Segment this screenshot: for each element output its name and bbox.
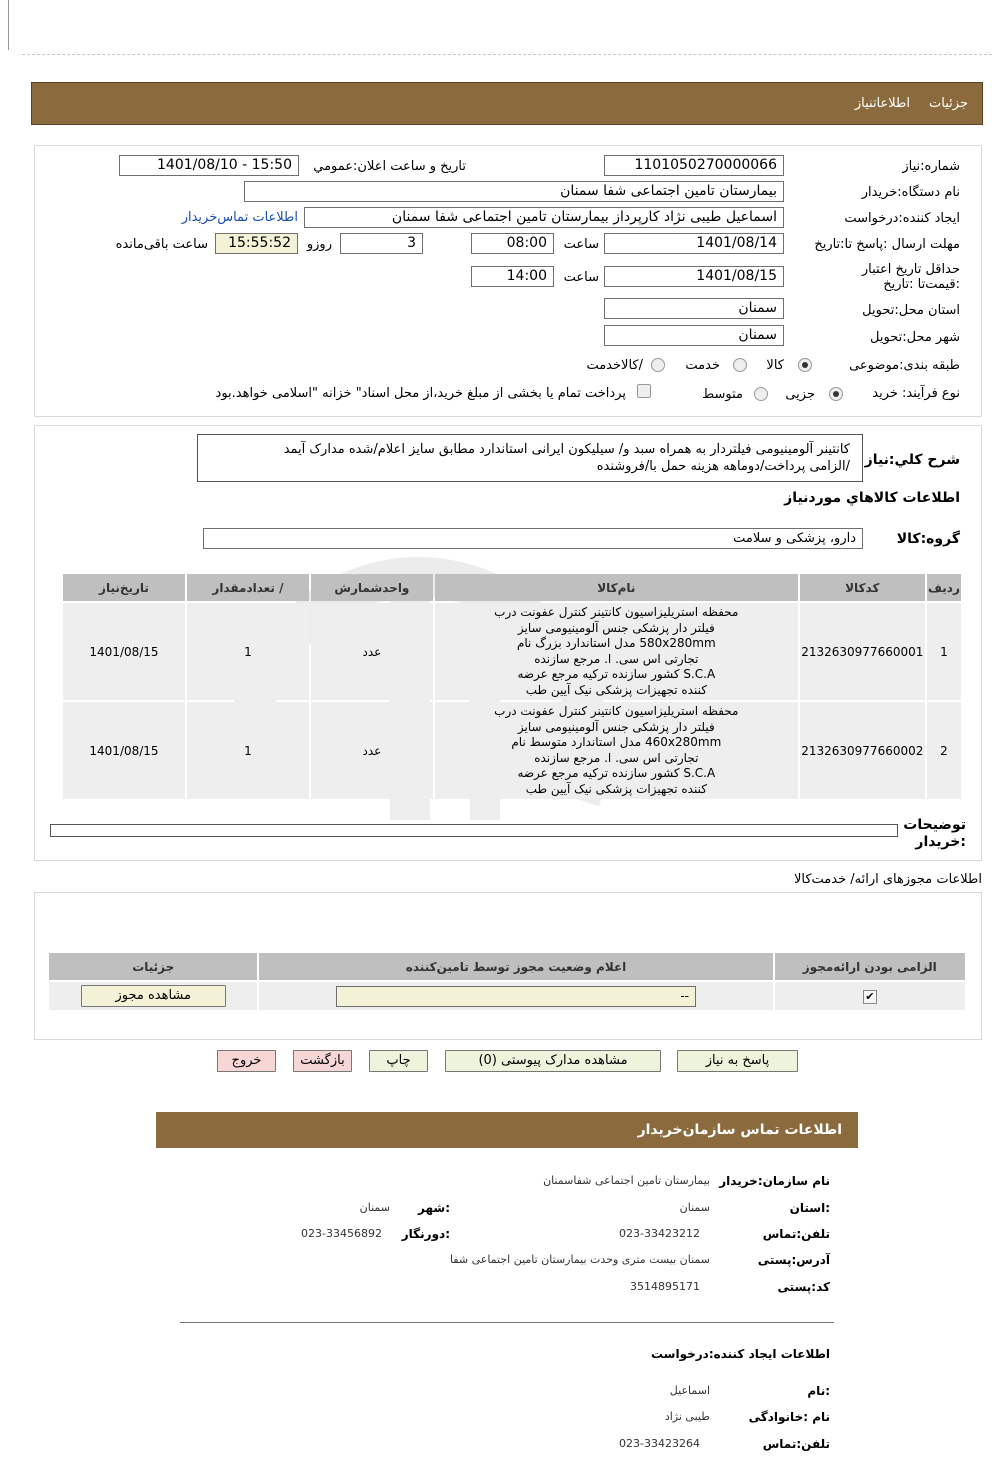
goods-group-field: دارو، پزشکی و سلامت [203,528,863,549]
attachments-button[interactable]: مشاهده مدارک پیوستی (0) [445,1050,661,1072]
category-label: طبقه بندی:موضوعی [849,358,960,373]
contact-postal-label: کد:پستی [777,1280,830,1294]
announce-field: 1401/08/10 - 15:50 [119,155,299,176]
contact-city-label: :شهر [418,1201,450,1215]
contact-address-value: سمنان بیست متری وحدت بیمارستان تامین اجتماعی شفا [449,1253,710,1266]
city-field: سمنان [604,325,784,346]
deadline-date-field: 1401/08/14 [604,233,784,254]
print-button[interactable]: چاپ [369,1050,428,1072]
process-label: نوع فرآیند: خرید [872,386,960,401]
col-name: نام‌کالا [435,574,798,601]
contact-phone-value: 023-33423212 [619,1227,700,1240]
contact-title: اطلاعات تماس سازمان‌خریدار [637,1122,842,1138]
cell-row: 2 [927,702,961,799]
license-status-field[interactable]: -- [336,986,696,1007]
payment-note: پرداخت تمام یا بخشی از مبلغ خرید،از محل اسناد" خزانه "اسلامی خواهد.بود [215,386,626,401]
top-divider [22,54,992,55]
category-goods-service-label: /کالاخدمت [586,358,643,373]
buyer-contact-link[interactable]: اطلاعات تماس‌خریدار [181,210,298,225]
creator-field: اسماعیل طیبی نژاد کارپرداز بیمارستان تامین اجتماعی شفا سمنان [304,207,784,228]
cell-unit: عدد [311,603,433,700]
contact-divider [180,1322,834,1323]
validity-date-field: 1401/08/15 [604,266,784,287]
summary-text-line2: /الزامی پرداخت/دوماهه هزینه حمل با/فروشنده [596,459,850,474]
contact-province-value: سمنان [679,1201,710,1214]
deadline-hour-label: ساعت [563,237,599,252]
contact-header [156,1112,858,1148]
validity-hour-label: ساعت [563,270,599,285]
page-edge-line [8,0,9,50]
process-partial-radio[interactable] [829,387,843,401]
deadline-label: مهلت ارسال :پاسخ تا:تاریخ [814,237,960,252]
tab-details[interactable]: جزئیات [929,96,968,111]
category-goods-label: کالا [766,358,784,373]
cell-name [435,702,798,799]
name-line: فیلتر دار پزشکی جنس آلومینیومی سایز [517,620,715,635]
items-table-header [63,574,961,601]
col-date: تاريخ‌نياز [63,574,185,601]
cell-code: 2132630977660002 [800,702,925,799]
name-line: S.C.A کشور سازنده ترکیه مرجع عرضه [517,766,716,780]
creator-info-title: اطلاعات ایجاد کننده:درخواست [650,1347,830,1361]
contact-postal-value: 3514895171 [630,1280,700,1293]
name-line: کننده تجهیزات پزشکی نیک آیین طب [525,682,707,697]
col-qty: / تعدادمقدار [187,574,309,601]
table-row [49,982,965,1010]
exit-button[interactable]: خروج [217,1050,276,1072]
license-required-cell [775,982,965,1010]
name-line: فیلتر دار پزشکی جنس آلومینیومی سایز [517,719,715,734]
province-label: استان محل:تحویل [862,303,960,318]
goods-group-label: گروه:کالا [896,531,960,547]
reply-button[interactable]: پاسخ به نیاز [677,1050,798,1072]
cell-date: 1401/08/15 [63,702,185,799]
cell-row: 1 [927,603,961,700]
contact-province-label: :استان [789,1201,830,1215]
process-medium-radio[interactable] [754,387,768,401]
col-license-required: الزامی بودن ارائه‌مجوز [775,953,965,980]
days-label: روزو [306,237,332,252]
need-number-label: شماره:نیاز [902,159,960,174]
contact-fax-label: :دورنگار [401,1227,450,1241]
contact-fax-value: 023-33456892 [301,1227,382,1240]
contact-phone-label: تلفن:تماس [762,1227,830,1241]
name-line: 580x280mm مدل استاندارد بزرگ نام [516,636,716,650]
buyer-org-label: نام دستگاه:خریدار [861,185,960,200]
license-title: اطلاعات مجوزهای ارائه/ خدمت‌کالا [793,872,982,887]
buyer-notes-field [50,824,898,837]
process-medium-label: متوسط [702,387,743,402]
col-unit: واحدشمارش [311,574,433,601]
province-field: سمنان [604,298,784,319]
contact-city-value: سمنان [359,1201,390,1214]
license-required-checkbox: ✔ [863,990,877,1004]
view-license-button[interactable]: مشاهده مجوز [81,985,226,1007]
name-line: تجارتی اس سی. ا. مرجع سازنده [534,651,699,666]
category-goods-service-radio[interactable] [651,358,665,372]
contact-org-value: بیمارستان تامین اجتماعی شفاسمنان [543,1174,710,1187]
summary-box [197,434,863,482]
validity-label: حداقل تاریخ اعتبار :قیمت‌تا :تاریخ [861,262,960,292]
cell-code: 2132630977660001 [800,603,925,700]
col-license-status: اعلام وضعیت مجوز توسط تامین‌کننده [259,953,772,980]
cell-date: 1401/08/15 [63,603,185,700]
goods-info-title: اطلاعات کالاهاي موردنياز [784,490,960,506]
category-service-label: خدمت [685,358,720,373]
remaining-time-field: 15:55:52 [215,233,298,254]
creator-family-value: طیبی نژاد [664,1410,710,1423]
contact-address-label: آدرس:پستی [757,1253,830,1267]
name-line: 460x280mm مدل استاندارد متوسط نام [511,735,722,749]
creator-phone-label: تلفن:تماس [762,1437,830,1451]
category-service-radio[interactable] [733,358,747,372]
items-table [61,572,963,801]
table-row [63,702,961,799]
creator-name-value: اسماعیل [669,1384,710,1397]
remaining-label: ساعت باقی‌مانده [115,237,208,252]
summary-label: شرح کلي:نياز [864,452,960,468]
buyer-notes-label: توضیحات :خریدار [903,817,966,850]
name-line: محفظه استریلیزاسیون کانتینر کنترل عفونت درب [494,704,739,718]
creator-label: ایجاد کننده:درخواست [844,211,960,226]
license-table-header [49,953,965,980]
name-line: تجارتی اس سی. ا. مرجع سازنده [534,750,699,765]
contact-org-label: نام سازمان:خریدار [719,1174,830,1188]
creator-name-label: :نام [807,1384,830,1398]
license-table [47,951,967,1012]
col-code: کدکالا [800,574,925,601]
license-details-cell [49,982,257,1010]
category-goods-radio[interactable] [798,358,812,372]
creator-family-label: نام :خانوادگی [748,1410,830,1424]
city-label: شهر محل:تحویل [870,330,960,345]
payment-checkbox[interactable] [637,384,651,398]
name-line: کننده تجهیزات پزشکی نیک آیین طب [525,781,707,796]
name-line: S.C.A کشور سازنده ترکیه مرجع عرضه [517,667,716,681]
table-row [63,603,961,700]
cell-unit: عدد [311,702,433,799]
tab-need-info[interactable]: اطلاعاتنیاز [854,96,910,111]
col-license-details: جزئیات [49,953,257,980]
back-button[interactable]: بازگشت [293,1050,352,1072]
cell-qty: 1 [187,603,309,700]
process-partial-label: جزیی [785,387,815,402]
license-status-cell [259,982,772,1010]
deadline-time-field: 08:00 [471,233,554,254]
header-bar [31,82,983,125]
cell-qty: 1 [187,702,309,799]
creator-phone-value: 023-33423264 [619,1437,700,1450]
cell-name [435,603,798,700]
announce-label: تاریخ و ساعت اعلان:عمومي [313,159,466,174]
need-number-field: 1101050270000066 [604,155,784,176]
col-row: رديف [927,574,961,601]
days-field: 3 [340,233,423,254]
validity-time-field: 14:00 [471,266,554,287]
summary-text-line1: کانتینر آلومینیومی فیلتردار به همراه سبد و/ سیلیکون ایرانی استاندارد مطابق سایز اعلام/شده مدارک آیمد [283,442,850,457]
buyer-org-field: بیمارستان تامین اجتماعی شفا سمنان [244,181,784,202]
name-line: محفظه استریلیزاسیون کانتینر کنترل عفونت درب [494,605,739,619]
